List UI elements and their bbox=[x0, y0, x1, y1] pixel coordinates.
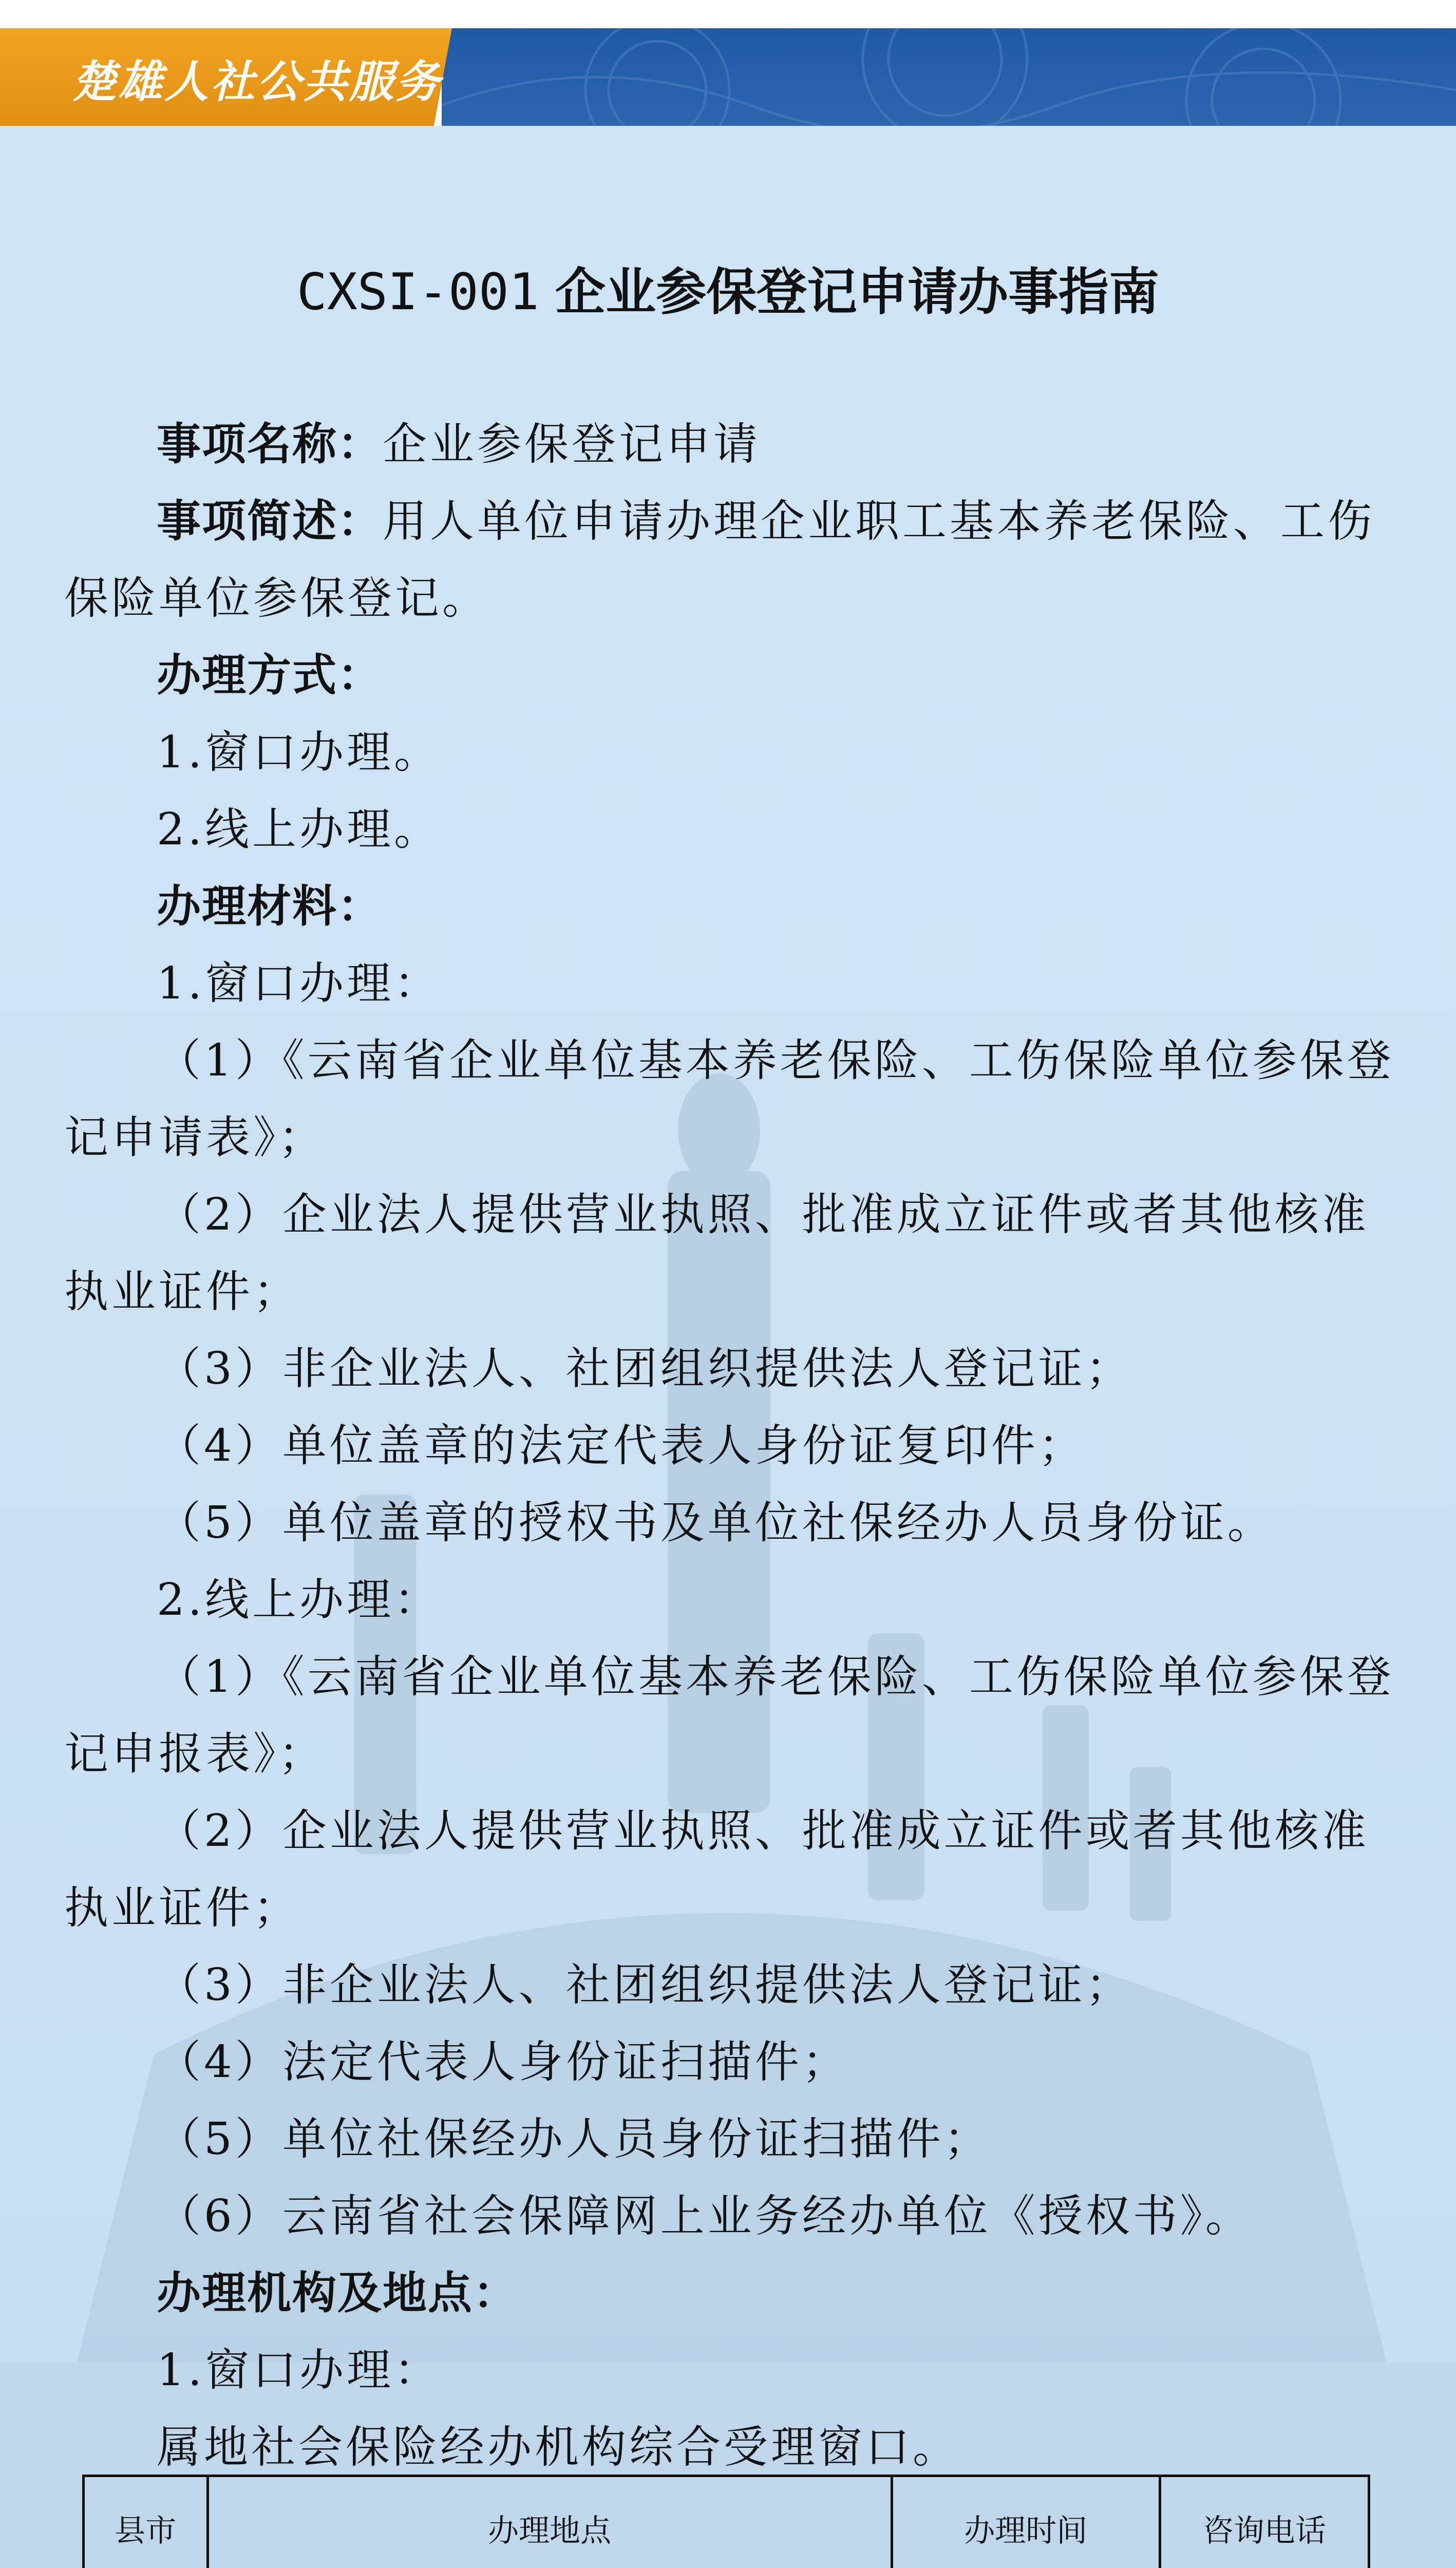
title-code: CXSI-001 bbox=[296, 263, 539, 322]
material-item: （3）非企业法人、社团组织提供法人登记证； bbox=[157, 1959, 1133, 2011]
table-header-location: 办理地点 bbox=[207, 2476, 892, 2568]
material-item: （3）非企业法人、社团组织提供法人登记证； bbox=[157, 1343, 1133, 1394]
method-item: 2.线上办理。 bbox=[157, 804, 442, 855]
material-item: （6）云南省社会保障网上业务经办单位《授权书》。 bbox=[157, 2191, 1253, 2242]
material-item: （1）《云南省企业单位基本养老保险、工伤保险单位参保登记申请表》； bbox=[64, 1035, 1394, 1163]
organization-window-heading: 1.窗口办理： bbox=[157, 2345, 442, 2396]
method-item: 1.窗口办理。 bbox=[157, 727, 442, 778]
table-header-phone: 咨询电话 bbox=[1160, 2476, 1369, 2568]
material-item: （2）企业法人提供营业执照、批准成立证件或者其他核准执业证件； bbox=[64, 1189, 1369, 1317]
guide-content bbox=[64, 406, 1394, 2486]
materials-label: 办理材料： bbox=[157, 881, 383, 932]
item-name-label: 事项名称： bbox=[157, 419, 383, 470]
table-header-hours: 办理时间 bbox=[892, 2476, 1160, 2568]
online-materials-heading: 2.线上办理： bbox=[157, 1574, 442, 1626]
title-name: 企业参保登记申请办事指南 bbox=[555, 263, 1160, 322]
page-title bbox=[0, 252, 1456, 324]
description-paragraph bbox=[64, 483, 1394, 637]
office-location-table bbox=[82, 2475, 1370, 2568]
method-label: 办理方式： bbox=[157, 650, 383, 701]
material-item: （5）单位盖章的授权书及单位社保经办人员身份证。 bbox=[157, 1497, 1275, 1549]
material-item: （5）单位社保经办人员身份证扫描件； bbox=[157, 2113, 991, 2165]
material-item: （1）《云南省企业单位基本养老保险、工伤保险单位参保登记申报表》； bbox=[64, 1651, 1394, 1780]
brand-title: 楚雄人社公共服务 bbox=[72, 56, 442, 108]
window-materials-heading: 1.窗口办理： bbox=[157, 958, 442, 1009]
description-label: 事项简述： bbox=[157, 496, 383, 547]
header-blue-band bbox=[442, 28, 1456, 126]
description-value: 用人单位申请办理企业职工基本养老保险、工伤保险单位参保登记。 bbox=[64, 496, 1375, 624]
material-item: （4）法定代表人身份证扫描件； bbox=[157, 2036, 849, 2088]
table-header-row bbox=[84, 2476, 1369, 2568]
item-name-value: 企业参保登记申请 bbox=[383, 419, 761, 470]
material-item: （2）企业法人提供营业执照、批准成立证件或者其他核准执业证件； bbox=[64, 1805, 1369, 1934]
table-header-county: 县市 bbox=[84, 2476, 208, 2568]
header-pattern-icon bbox=[442, 28, 1456, 126]
material-item: （4）单位盖章的法定代表人身份证复印件； bbox=[157, 1420, 1086, 1471]
organization-label: 办理机构及地点： bbox=[157, 2268, 518, 2319]
item-name-line bbox=[64, 406, 1394, 483]
organization-window-description: 属地社会保险经办机构综合受理窗口。 bbox=[157, 2422, 960, 2473]
